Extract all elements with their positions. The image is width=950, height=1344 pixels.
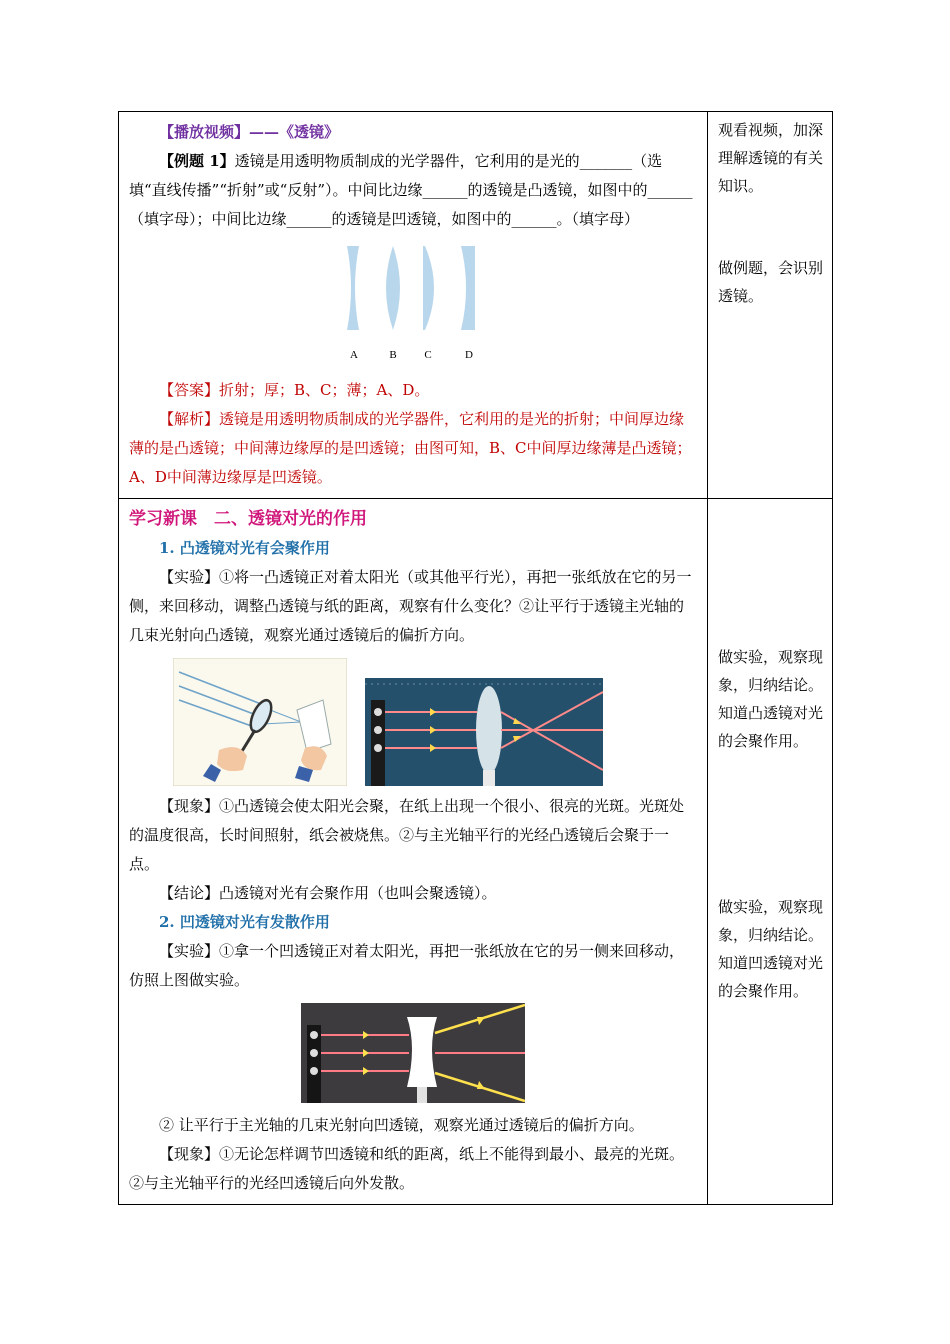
lens-letter: D <box>465 349 473 361</box>
main-cell <box>119 499 708 1205</box>
experiment-paragraph: 【实验】①将一凸透镜正对着太阳光（或其他平行光），再把一张纸放在它的另一侧，来回移动，调整凸透镜与纸的距离，观察有什么变化？②让平行于透镜主光轴的几束光射向凸透镜，观察光通过透镜后的偏折方向。 <box>129 568 692 644</box>
subsection-title: 1. 凸透镜对光有会聚作用 <box>159 539 330 557</box>
convex-lens-experiment-photo <box>365 678 603 786</box>
side-note: 做例题，会识别透镜。 <box>718 259 824 305</box>
lens-d <box>461 246 475 330</box>
side-cell <box>708 499 833 1205</box>
table-row <box>119 112 833 499</box>
lens-a <box>347 246 359 330</box>
main-cell <box>119 112 708 499</box>
lens-letter: C <box>424 349 432 361</box>
section-title: 学习新课 二、透镜对光的作用 <box>129 509 367 529</box>
example-paragraph: 【例题 1】透镜是用透明物质制成的光学器件，它利用的是光的_______（选填“直线传播”“折射”或“反射”）。中间比边缘______的透镜是凸透镜，如图中的______（填字母）；中间比边缘______的透镜是凹透镜，如图中的______。（填字母） <box>129 152 693 228</box>
side-note: 观看视频，加深理解透镜的有关知识。 <box>718 121 824 195</box>
video-label: 【播放视频】——《透镜》 <box>159 123 340 141</box>
side-note: 做实验，观察现象，归纳结论。知道凹透镜对光的会聚作用。 <box>718 898 824 1000</box>
lens-b <box>386 246 400 330</box>
sunlight-magnifier-illustration <box>173 658 347 786</box>
lens-letter: B <box>389 349 397 361</box>
concave-lens-experiment-photo <box>301 1003 525 1103</box>
experiment-paragraph: ② 让平行于主光轴的几束光射向凹透镜，观察光通过透镜后的偏折方向。 <box>159 1116 644 1134</box>
conclusion-paragraph: 【结论】凸透镜对光有会聚作用（也叫会聚透镜）。 <box>159 884 497 902</box>
phenomenon-paragraph: 【现象】①凸透镜会使太阳光会聚，在纸上出现一个很小、很亮的光斑。光斑处的温度很高，长时间照射，纸会被烧焦。②与主光轴平行的光经凸透镜后会聚于一点。 <box>129 797 685 873</box>
convex-figures <box>129 658 697 786</box>
side-note: 做实验，观察现象，归纳结论。知道凸透镜对光的会聚作用。 <box>718 648 824 750</box>
phenomenon-paragraph: 【现象】①无论怎样调节凹透镜和纸的距离，纸上不能得到最小、最亮的光斑。②与主光轴平行的光经凹透镜后向外发散。 <box>129 1145 685 1192</box>
lens-letter: A <box>350 349 358 361</box>
experiment-paragraph: 【实验】①拿一个凹透镜正对着太阳光，再把一张纸放在它的另一侧来回移动，仿照上图做实验。 <box>129 942 685 989</box>
table-row <box>119 499 833 1205</box>
answer-paragraph: 【答案】折射；厚；B、C；薄；A、D。 <box>159 381 430 399</box>
lesson-table <box>118 111 833 1205</box>
lens-c <box>423 246 434 330</box>
subsection-title: 2. 凹透镜对光有发散作用 <box>159 913 330 931</box>
side-cell <box>708 112 833 499</box>
analysis-paragraph: 【解析】透镜是用透明物质制成的光学器件，它利用的是光的折射；中间厚边缘薄的是凸透镜；中间薄边缘厚的是凹透镜；由图可知，B、C中间厚边缘薄是凸透镜；A、D中间薄边缘厚是凹透镜。 <box>129 410 692 486</box>
lens-figure <box>333 242 493 368</box>
